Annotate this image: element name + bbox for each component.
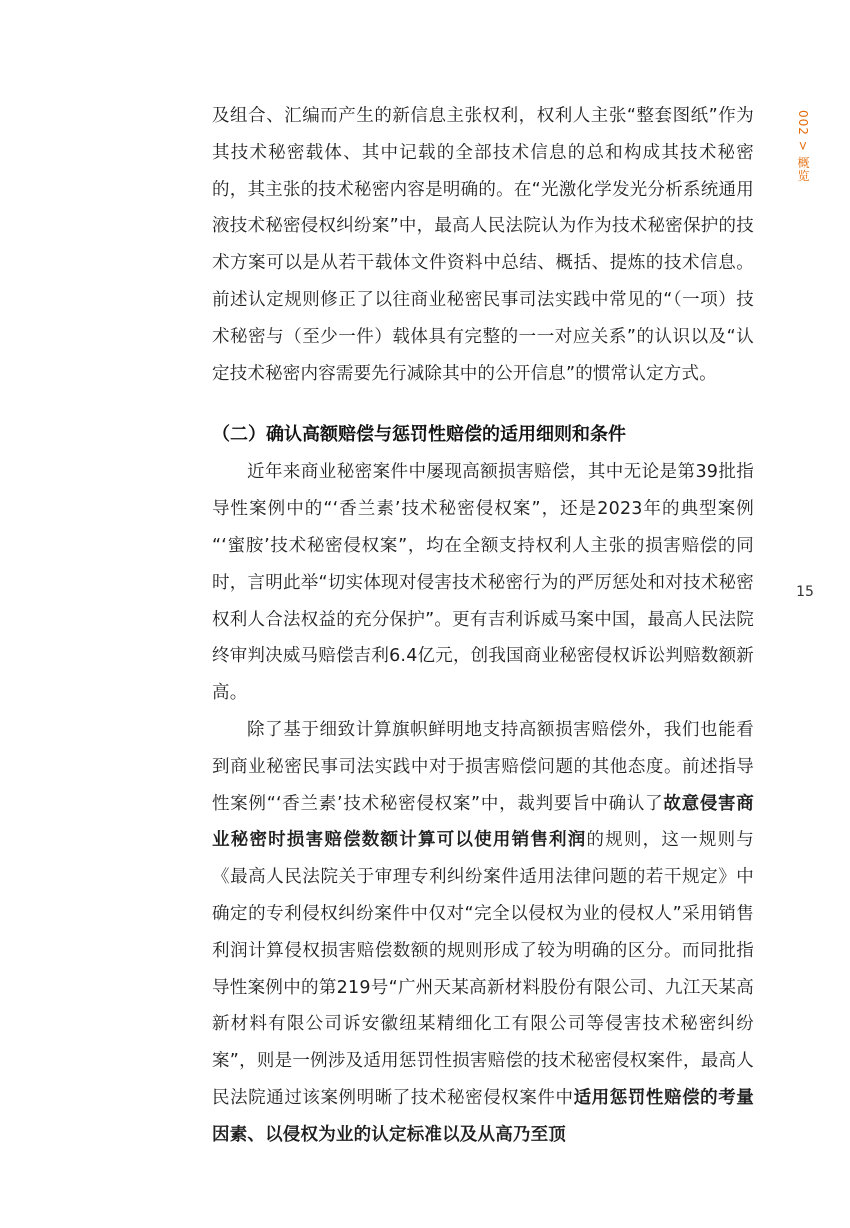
paragraph-continued: 及组合、汇编而产生的新信息主张权利，权利人主张“整套图纸”作为其技术秘密载体、其中记载的全部技术信息的总和构成其技术秘密的，其主张的技术秘密内容是明确的。在“光激化学发光分析系统通用液技术秘密侵权纠纷案”中，最高人民法院认为作为技术秘密保护的技术方案可以是从若干载体文件资料中总结、概括、提炼的技术信息。前述认定规则修正了以往商业秘密民事司法实践中常见的“（一项）技术秘密与（至少一件）载体具有完整的一一对应关系”的认识以及“认定技术秘密内容需要先行减除其中的公开信息”的惯常认定方式。 [212,106,754,384]
paragraph-text: 除了基于细致计算旗帜鲜明地支持高额损害赔偿外，我们也能看到商业秘密民事司法实践中对于损害赔偿问题的其他态度。前述指导性案例“‘香兰素’技术秘密侵权案”中，裁判要旨中确认了 [212,719,754,814]
document-body [212,98,754,1154]
section-nav-label: 002 > 概览 [796,110,810,183]
emphasis-text: 适用惩罚性赔偿的考量因素、以侵权为业的认定标准以及从高乃至顶 [212,1087,755,1145]
paragraph-other-attitudes [212,712,754,1154]
paragraph-text: 的规则，这一规则与《最高人民法院关于审理专利纠纷案件适用法律问题的若干规定》中确定的专利侵权纠纷案件中仅对“完全以侵权为业的侵权人”采用销售利润计算侵权损害赔偿数额的规则形成了较为明确的区分。而同批指导性案例中的第219号“广州天某高新材料股份有限公司、九江天某高新材料有限公司诉安徽纽某精细化工有限公司等侵害技术秘密纠纷案”，则是一例涉及适用惩罚性损害赔偿的技术秘密侵权案件，最高人民法院通过该案例明晰了技术秘密侵权案件中 [212,830,754,1108]
paragraph-high-damages: 近年来商业秘密案件中屡现高额损害赔偿，其中无论是第39批指导性案例中的“‘香兰素’技术秘密侵权案”，还是2023年的典型案例 “‘蜜胺’技术秘密侵权案”，均在全额支持权利人主张的损害赔偿的同时，言明此举“切实体现对侵害技术秘密行为的严厉惩处和对技术秘密权利人合法权益的充分保护”。更有吉利诉威马案中国，最高人民法院终审判决威马赔偿吉利6.4亿元，创我国商业秘密侵权诉讼判赔数额新高。 [212,462,754,704]
section-heading: （二）确认高额赔偿与惩罚性赔偿的适用细则和条件 [212,424,626,446]
page-number: 15 [796,584,814,600]
emphasis-text: 故意侵害商业秘密时损害赔偿数额计算可以使用销售利润 [212,793,755,851]
